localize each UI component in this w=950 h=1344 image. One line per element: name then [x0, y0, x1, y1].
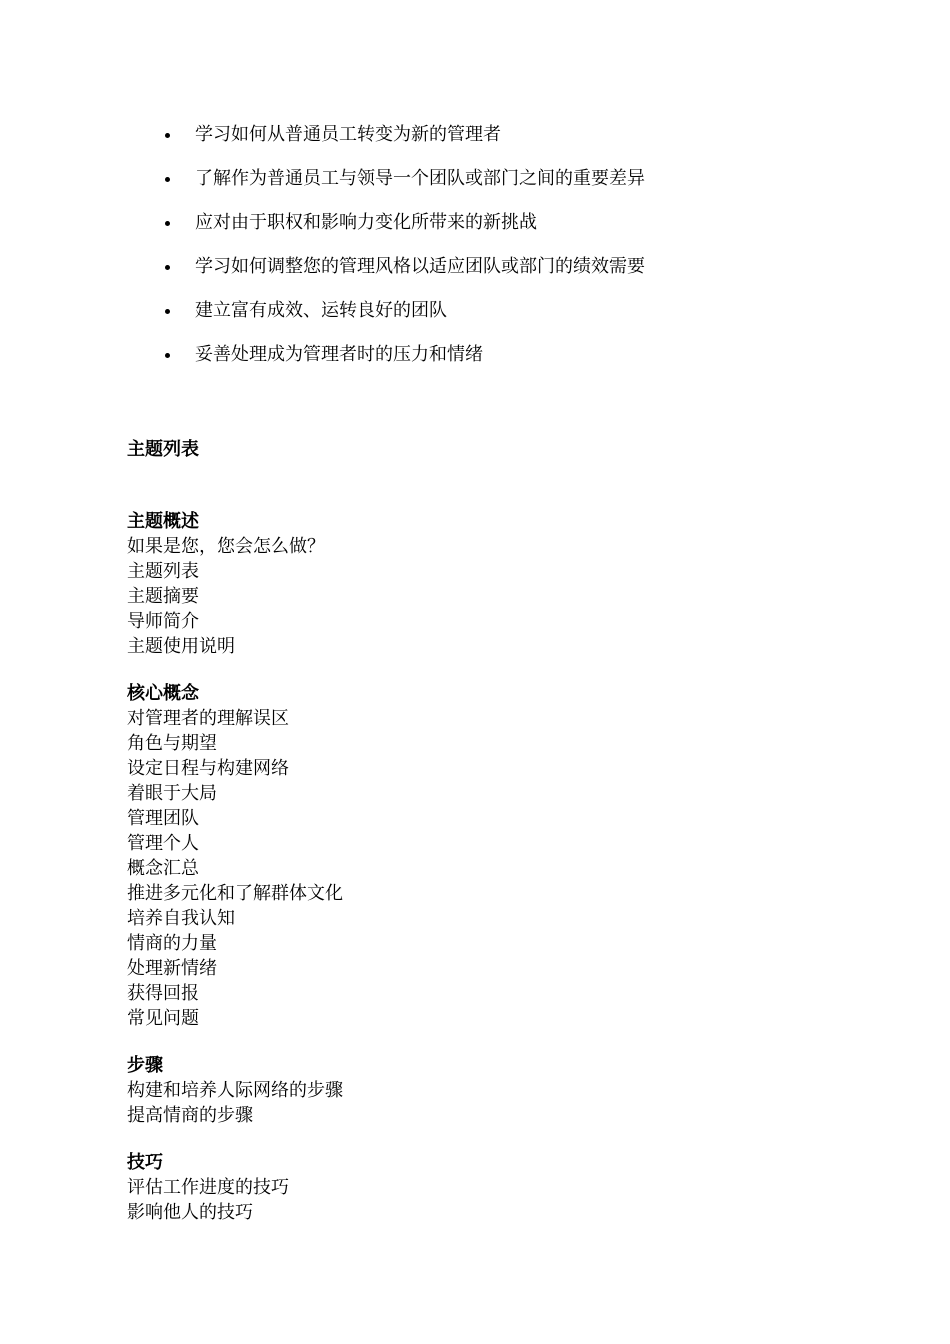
section-heading: 技巧: [127, 1152, 163, 1173]
toc-link[interactable]: 设定日程与构建网络: [127, 758, 289, 779]
toc-link[interactable]: 管理个人: [127, 833, 199, 854]
bullet-icon: [165, 133, 170, 138]
bullet-icon: [165, 221, 170, 226]
toc-link[interactable]: 推进多元化和了解群体文化: [127, 883, 343, 904]
toc-section-steps: [127, 1053, 827, 1128]
objective-item: [0, 342, 950, 386]
toc-link[interactable]: 角色与期望: [127, 733, 217, 754]
toc-link[interactable]: 情商的力量: [127, 933, 217, 954]
toc-link[interactable]: 管理团队: [127, 808, 199, 829]
toc-link[interactable]: 着眼于大局: [127, 783, 217, 804]
toc-link[interactable]: 评估工作进度的技巧: [127, 1177, 289, 1198]
section-heading: 步骤: [127, 1055, 163, 1076]
objective-item: [0, 298, 950, 342]
toc-link[interactable]: 对管理者的理解误区: [127, 708, 289, 729]
toc-section-overview: [127, 509, 827, 659]
objective-text: 妥善处理成为管理者时的压力和情绪: [195, 344, 483, 365]
objective-item: [0, 122, 950, 166]
objective-text: 学习如何从普通员工转变为新的管理者: [195, 124, 501, 145]
section-heading: 核心概念: [127, 683, 199, 704]
objective-item: [0, 254, 950, 298]
objective-text: 了解作为普通员工与领导一个团队或部门之间的重要差异: [195, 168, 645, 189]
objective-item: [0, 166, 950, 210]
toc-link[interactable]: 获得回报: [127, 983, 199, 1004]
section-heading: 主题概述: [127, 511, 199, 532]
toc-link[interactable]: 构建和培养人际网络的步骤: [127, 1080, 343, 1101]
bullet-icon: [165, 265, 170, 270]
toc-link[interactable]: 提高情商的步骤: [127, 1105, 253, 1126]
toc-link[interactable]: 如果是您，您会怎么做？: [127, 536, 325, 557]
objectives-list: [0, 122, 950, 386]
toc-link[interactable]: 主题摘要: [127, 586, 199, 607]
toc-link[interactable]: 常见问题: [127, 1008, 199, 1029]
toc-link[interactable]: 主题使用说明: [127, 636, 235, 657]
toc-link[interactable]: 影响他人的技巧: [127, 1202, 253, 1223]
objective-item: [0, 210, 950, 254]
objective-text: 学习如何调整您的管理风格以适应团队或部门的绩效需要: [195, 256, 645, 277]
toc-section-core-concepts: [127, 681, 827, 1031]
toc-section-tips: [127, 1150, 827, 1225]
topic-list-title: 主题列表: [127, 439, 199, 460]
bullet-icon: [165, 309, 170, 314]
table-of-contents: [127, 509, 827, 1247]
bullet-icon: [165, 353, 170, 358]
objective-text: 建立富有成效、运转良好的团队: [195, 300, 447, 321]
toc-link[interactable]: 概念汇总: [127, 858, 199, 879]
toc-link[interactable]: 导师简介: [127, 611, 199, 632]
objective-text: 应对由于职权和影响力变化所带来的新挑战: [195, 212, 537, 233]
toc-link[interactable]: 处理新情绪: [127, 958, 217, 979]
bullet-icon: [165, 177, 170, 182]
toc-link[interactable]: 培养自我认知: [127, 908, 235, 929]
toc-link[interactable]: 主题列表: [127, 561, 199, 582]
